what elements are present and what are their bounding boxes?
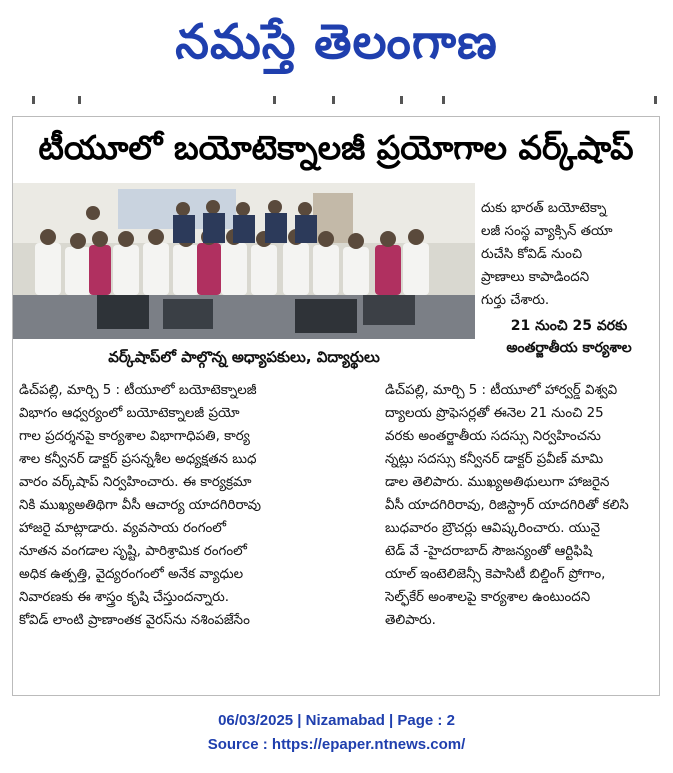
text-line: తెలిపారు. <box>385 613 436 628</box>
text-line: నికి ముఖ్యఅతిథిగా వీసీ ఆచార్య యాదగిరిరావు <box>19 498 261 513</box>
text-line: డిచ్‌పల్లి, మార్చి 5 : టీయూలో హార్వర్డ్ విశ్వవి <box>385 383 618 398</box>
text-line: టెడ్ వే -హైదరాబాద్ సౌజన్యంతో ఆర్టిఫిషి <box>385 544 593 559</box>
sub-headline <box>481 315 657 359</box>
workshop-photo-image <box>13 183 475 339</box>
subhead-line: అంతర్జాతీయ కార్యశాల <box>506 340 632 356</box>
text-line: వరకు అంతర్జాతీయ సదస్సు నిర్వహించను <box>385 429 601 444</box>
text-line: వీసీ యాదగిరిరావు, రిజిస్ట్రార్ యాదగిరితో కలిసి <box>385 498 629 513</box>
right-body-column <box>385 379 657 632</box>
date-edition-page: 06/03/2025 | Nizamabad | Page : 2 <box>218 712 455 729</box>
photo-caption: వర్క్‌షాప్‌లో పాల్గొన్న అధ్యాపకులు, విద్యార్థులు <box>108 348 380 366</box>
text-line: విభాగం ఆధ్వర్యంలో బయోటెక్నాలజీ ప్రయో <box>19 406 240 421</box>
text-line: కోవిడ్ లాంటి ప్రాణాంతక వైరస్‌ను నశింపజేసేం <box>19 613 250 628</box>
text-line: నూతన వంగడాల సృష్టి, పారిశ్రామిక రంగంలో <box>19 544 247 559</box>
text-line: గాల ప్రదర్శనపై కార్యశాల విభాగాధిపతి, కార్య <box>19 429 250 444</box>
source-url: Source : https://epaper.ntnews.com/ <box>207 736 466 753</box>
text-line: అధిక ఉత్పత్తి, వైద్యరంగంలో అనేక వ్యాధుల <box>19 567 244 582</box>
text-line: బుధవారం బ్రౌచర్లు ఆవిష్కరించారు. యునై <box>385 521 600 536</box>
text-line: దుకు భారత్ బయోటెక్నా <box>481 201 607 216</box>
text-line: వారం వర్క్‌షాప్ నిర్వహించారు. ఈ కార్యక్రమా <box>19 475 252 490</box>
text-line: ప్రాణాలు కాపాడిందని <box>481 270 590 285</box>
text-line: లజీ సంస్థ వ్యాక్సిన్ తయా <box>481 224 613 239</box>
text-line: శాల కన్వీనర్ డాక్టర్ ప్రసన్నశీల అధ్యక్షతన బుధ <box>19 452 257 467</box>
subhead-line: 21 నుంచి 25 వరకు <box>510 318 628 334</box>
right-top-column <box>481 197 657 312</box>
text-line: సెల్ఫ్‌కేర్ అంశాలపై కార్యశాల ఉంటుందని <box>385 590 591 605</box>
text-line: రుచేసి కోవిడ్ నుంచి <box>481 247 583 262</box>
text-line: నివారణకు ఈ శాస్త్రం కృషి చేస్తుందన్నారు. <box>19 590 229 605</box>
text-line: డాల తెలిపారు. ముఖ్యఅతిథులుగా హాజరైన <box>385 475 610 490</box>
text-line: హాజరై మాట్లాడారు. వ్యవసాయ రంగంలో <box>19 521 227 536</box>
text-line: యాల్ ఇంటెలిజెన్సీ కెపాసిటీ బిల్డింగ్ ప్రోగాం, <box>385 567 606 582</box>
text-line: గుర్తు చేశారు. <box>481 293 550 308</box>
text-line: ద్యాలయ ప్రొఫెసర్లతో ఈనెల 21 నుంచి 25 <box>385 406 604 421</box>
text-line: న్నట్లు సదస్సు కన్వీనర్ డాక్టర్ ప్రవీణ్ మామి <box>385 452 604 467</box>
masthead-rule-strip <box>18 96 658 106</box>
news-clipping <box>12 116 660 696</box>
text-line: డిచ్‌పల్లి, మార్చి 5 : టీయూలో బయోటెక్నాలజీ <box>19 383 257 398</box>
workshop-group-photo <box>13 183 475 339</box>
left-body-column <box>19 379 373 632</box>
clipping-footer <box>0 710 673 756</box>
article-headline: టీయూలో బయోటెక్నాలజీ ప్రయోగాల వర్క్‌షాప్ <box>38 128 634 167</box>
newspaper-masthead: నమస్తే తెలంగాణ <box>175 14 498 70</box>
